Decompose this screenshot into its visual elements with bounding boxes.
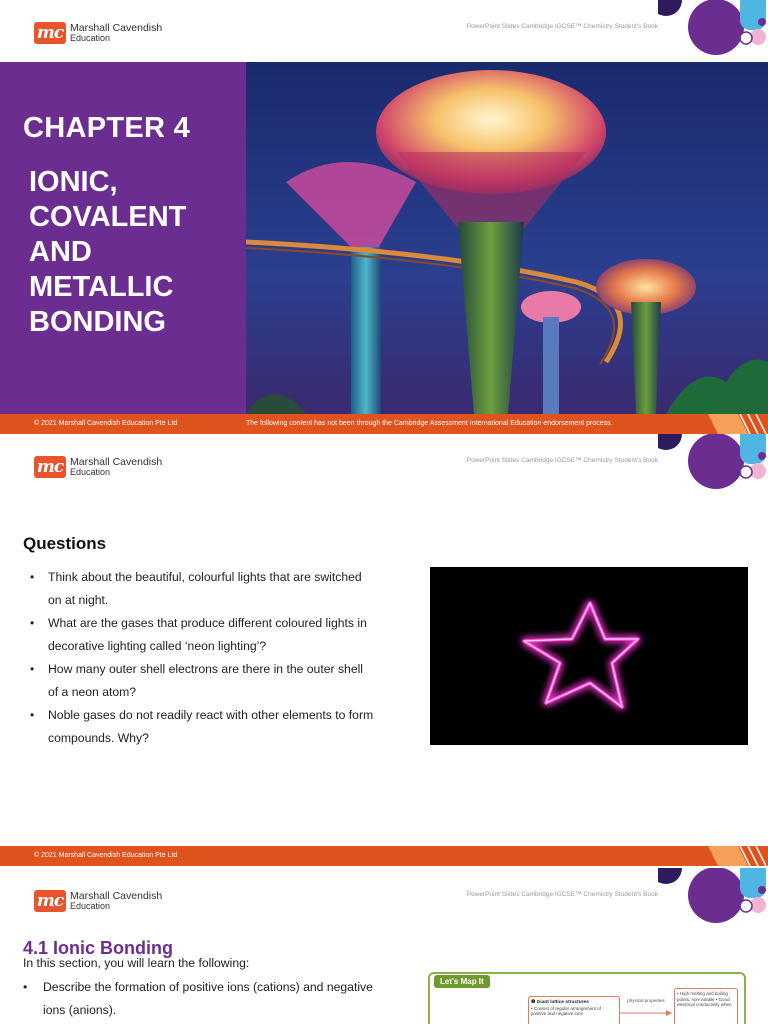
logo-name-line1: Marshall Cavendish [70,456,163,468]
question-item: • Noble gases do not readily react with other elements to form compounds. Why? [30,704,375,750]
logo-name-line1: Marshall Cavendish [70,22,163,34]
slide-footer [0,414,768,434]
map-box-text: • Consist of regular arrangement of positive and negative ions [531,1005,601,1016]
map-link-label: physical properties [627,998,665,1003]
chapter-title: IONIC, COVALENT AND METALLIC BONDING [29,166,187,338]
footer-chevron-graphic [708,414,768,434]
logo-name-line2: Education [70,467,111,477]
decorative-circles-graphic [658,434,768,496]
section-intro: In this section, you will learn the following: [23,956,250,970]
mc-logo-mark: mc [34,456,66,478]
footer-copyright: © 2021 Marshall Cavendish Education Pte Ltd [34,420,178,427]
title-slide [0,0,768,434]
footer-copyright: © 2021 Marshall Cavendish Education Pte Ltd [34,852,178,859]
neon-star-image [430,567,748,745]
title-panel [0,62,246,414]
logo-name-line2: Education [70,33,111,43]
section-heading: 4.1 Ionic Bonding [23,938,174,958]
publisher-logo [34,456,162,478]
map-box-title: ❶ Giant lattice structures [531,1000,589,1005]
mc-logo-mark: mc [34,890,66,912]
map-box-giant-lattice [528,996,620,1024]
header-caption: PowerPoint Slides Cambridge IGCSE™ Chemistry Student's Book [466,891,658,898]
footer-endorsement-notice: The following content has not been through the Cambridge Assessment International Education endorsement process. [246,420,613,427]
header-caption: PowerPoint Slides Cambridge IGCSE™ Chemistry Student's Book [466,457,658,464]
footer-chevron-graphic [708,846,768,866]
questions-slide [0,434,768,868]
question-item: • What are the gases that produce different coloured lights in decorative lighting called ‘neon lighting’? [30,612,375,658]
questions-heading: Questions [23,534,107,553]
publisher-logo [34,22,162,44]
decorative-circles-graphic [658,0,768,62]
header-caption: PowerPoint Slides Cambridge IGCSE™ Chemistry Student's Book [466,23,658,30]
logo-name-line2: Education [70,901,111,911]
decorative-circles-graphic [658,868,768,930]
question-item: • How many outer shell electrons are there in the outer shell of a neon atom? [30,658,375,704]
map-box-properties: • High melting and boiling points, non-volatile • Good electrical conductivity when [674,988,738,1024]
learning-objective-item: • Describe the formation of positive ions (cations) and negative ions (anions). [23,976,398,1022]
map-it-label: Let's Map It [434,975,490,988]
publisher-logo [34,890,162,912]
mc-logo-mark: mc [34,22,66,44]
slide-footer [0,846,768,866]
supertree-grove-photo [246,62,768,414]
questions-list [30,566,375,750]
chapter-number: CHAPTER 4 [23,112,191,144]
question-item: • Think about the beautiful, colourful lights that are switched on at night. [30,566,375,612]
learning-objectives-list [23,976,398,1022]
lets-map-it-panel [428,972,746,1024]
map-arrow-icon [620,1010,672,1016]
ionic-bonding-slide [0,868,768,1024]
logo-name-line1: Marshall Cavendish [70,890,163,902]
